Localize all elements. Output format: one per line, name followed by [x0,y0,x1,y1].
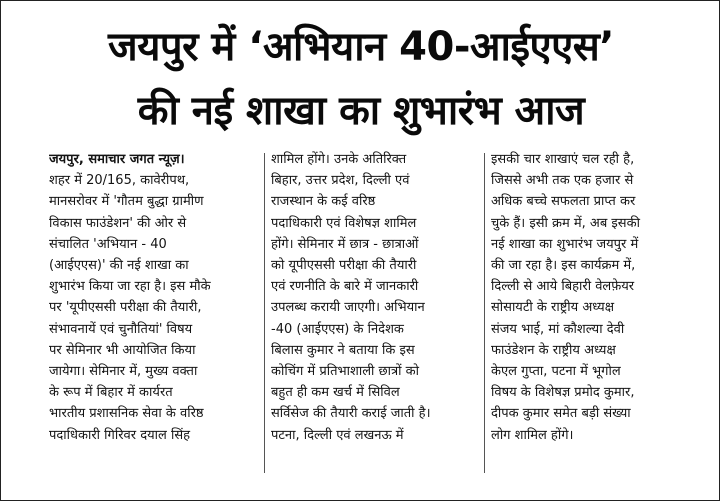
article-column-1 [49,149,255,446]
article-line: सोसायटी के राष्ट्रीय अध्यक्ष [491,300,615,316]
article-line: कोचिंग में प्रतिभाशाली छात्रों को [271,364,420,380]
article-line: चुके हैं। इसी क्रम में, अब इसकी [491,215,640,231]
article-line: संभावनायें एवं चुनौतियां' विषय [49,321,193,337]
article-line: राजस्थान के कई वरिष्ठ [271,194,376,210]
dateline: जयपुर, समाचार जगत न्यूज़। [49,152,185,167]
article-line: बिहार, उत्तर प्रदेश, दिल्ली एवं [271,173,410,189]
article-line: विकास फाउंडेशन' की ओर से [49,215,187,231]
article-line: केएल गुप्ता, पटना में भूगोल [491,364,621,380]
article-line: दीपक कुमार समेत बड़ी संख्या [491,406,631,422]
column-divider [264,153,265,473]
article-line: होंगे। सेमिनार में छात्र - छात्राओं [271,236,419,252]
article-line: अधिक बच्चे सफलता प्राप्त कर [491,194,636,210]
article-line: फाउंडेशन के राष्ट्रीय अध्यक्ष [491,342,616,358]
article-line: शहर में 20/165, कावेरीपथ, [49,173,190,189]
article-line: भारतीय प्रशासनिक सेवा के वरिष्ठ [49,406,204,422]
article-column-2 [271,149,477,446]
article-line: संजय भाई, मां कौशल्या देवी [491,321,625,337]
article-line: शुभारंभ किया जा रहा है। इस मौके [49,279,211,295]
article-column-3 [491,149,697,446]
article-line: पदाधिकारी गिरिवर दयाल सिंह [49,427,191,443]
article-line: पदाधिकारी एवं विशेषज्ञ शामिल [271,215,417,231]
article-line: -40 (आईएएस) के निदेशक [271,321,404,337]
article-line: लोग शामिल होंगे। [491,427,574,443]
headline-line-1: जयपुर में ‘अभियान 40-आईएएस’ [108,24,614,70]
article-line: जिससे अभी तक एक हजार से [491,173,634,189]
article-line: उपलब्ध करायी जाएगी। अभियान [271,300,425,316]
article-line: मानसरोवर में 'गौतम बुद्धा ग्रामीण [49,194,204,210]
article-line: (आईएएस)' की नई शाखा का [49,258,189,274]
article-line: इसकी चार शाखाएं चल रही है, [491,152,635,167]
article-line: सर्विसेज की तैयारी कराई जाती है। [271,406,431,422]
article-line: पर सेमिनार भी आयोजित किया [49,342,196,358]
article-line: पटना, दिल्ली एवं लखनऊ में [271,427,404,443]
article-line: विषय के विशेषज्ञ प्रमोद कुमार, [491,385,635,401]
article-line: बहुत ही कम खर्च में सिविल [271,385,400,401]
article-line: शामिल होंगे। उनके अतिरिक्त [271,152,407,167]
article-line: जायेगा। सेमिनार में, मुख्य वक्ता [49,364,198,380]
article-line: एवं रणनीति के बारे में जानकारी [271,279,419,295]
article-line: पर 'यूपीएससी परीक्षा की तैयारी, [49,300,202,316]
article-body [49,149,713,479]
article-line: के रूप में बिहार में कार्यरत [49,385,173,401]
article-line: को यूपीएससी परीक्षा की तैयारी [271,258,417,274]
article-line: की जा रहा है। इस कार्यक्रम में, [491,258,636,274]
article-line: संचालित 'अभियान - 40 [49,236,167,252]
article-line: दिल्ली से आये बिहारी वेलफ़ेयर [491,279,635,295]
article-line: बिलास कुमार ने बताया कि इस [271,342,415,358]
article-line: नई शाखा का शुभारंभ जयपुर में [491,236,639,252]
column-divider [484,153,485,473]
headline-line-2: की नई शाखा का शुभारंभ आज [137,88,585,134]
